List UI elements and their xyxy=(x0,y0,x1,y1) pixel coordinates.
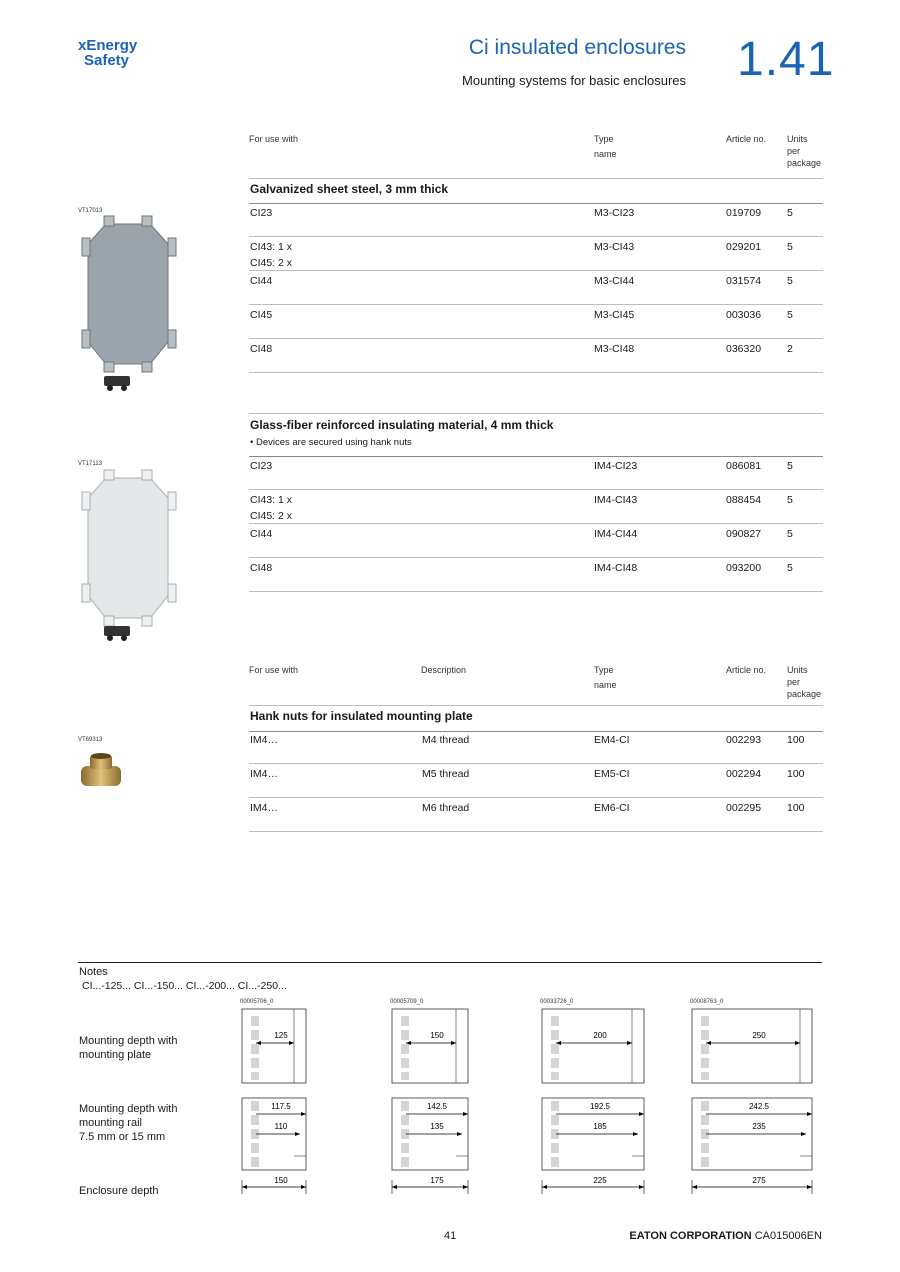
section-title-hank-nuts: Hank nuts for insulated mounting plate xyxy=(250,709,473,723)
arrow-head xyxy=(463,1112,468,1116)
cell-use: CI43: 1 x xyxy=(250,494,293,506)
dimension-plate: 150 xyxy=(430,1031,444,1040)
label-enclosure-depth: Enclosure depth xyxy=(79,1185,159,1197)
section-title-glassfiber: Glass-fiber reinforced insulating material, 4 mm thick xyxy=(250,418,554,432)
depth-diagram xyxy=(538,1006,654,1198)
cell-article: 088454 xyxy=(726,494,762,506)
cell-units: 100 xyxy=(787,768,805,780)
cell-units: 5 xyxy=(787,494,793,506)
label-plate-l1: Mounting depth with xyxy=(79,1035,178,1047)
cell-use2: CI45: 2 x xyxy=(250,257,293,269)
dimension-enclosure: 275 xyxy=(752,1176,766,1185)
col-header-article: Article no. xyxy=(726,665,767,675)
cell-units: 5 xyxy=(787,562,793,574)
diagram-code: 00033726_0 xyxy=(540,999,574,1005)
row-divider xyxy=(249,557,823,558)
label-rail-l1: Mounting depth with xyxy=(79,1103,178,1115)
arrow-head xyxy=(406,1041,411,1045)
insulating-plate-image xyxy=(78,468,188,648)
row-divider xyxy=(249,489,823,490)
cell-article: 003036 xyxy=(726,309,762,321)
arrow-head xyxy=(639,1185,644,1189)
cell-units: 2 xyxy=(787,343,793,355)
arrow-head xyxy=(457,1132,462,1136)
brand-line2: Safety xyxy=(84,52,130,69)
page-title: Ci insulated enclosures xyxy=(468,36,686,59)
arrow-head xyxy=(301,1112,306,1116)
cell-article: 002294 xyxy=(726,768,762,780)
col-header-units-l2: per xyxy=(787,677,801,687)
cell-units: 100 xyxy=(787,802,805,814)
dimension-plate: 200 xyxy=(593,1031,607,1040)
dimension-rail-a: 242.5 xyxy=(748,1102,770,1111)
cell-article: 029201 xyxy=(726,241,762,253)
dimension-rail-b: 185 xyxy=(593,1122,607,1131)
cell-use: CI23 xyxy=(250,460,273,472)
hank-nut-image xyxy=(78,750,126,792)
col-header-type xyxy=(594,664,617,691)
diagram-code: 00005706_0 xyxy=(240,999,274,1005)
cell-article: 090827 xyxy=(726,528,762,540)
divider xyxy=(249,178,823,179)
arrow-head xyxy=(556,1041,561,1045)
dimension-enclosure: 150 xyxy=(274,1176,288,1185)
cell-units: 5 xyxy=(787,275,793,287)
arrow-head xyxy=(295,1132,300,1136)
cell-use: IM4… xyxy=(250,802,279,814)
cell-article: 031574 xyxy=(726,275,762,287)
dimension-plate: 125 xyxy=(274,1031,288,1040)
diagram-code: 00008763_0 xyxy=(690,999,724,1005)
arrow-head xyxy=(242,1185,247,1189)
cell-article: 093200 xyxy=(726,562,762,574)
dimension-enclosure: 175 xyxy=(430,1176,444,1185)
row-divider xyxy=(249,523,823,524)
cell-article: 002293 xyxy=(726,734,762,746)
cell-type: IM4-CI43 xyxy=(594,494,638,506)
chapter-number: 1.41 xyxy=(737,33,835,86)
row-divider xyxy=(249,236,823,237)
col-header-units-l1: Units xyxy=(787,134,808,144)
label-rail-l2: mounting rail xyxy=(79,1117,142,1129)
brand-logo xyxy=(78,38,137,68)
depth-diagram xyxy=(688,1006,822,1198)
footer-doc: CA015006EN xyxy=(754,1230,822,1242)
col-header-desc: Description xyxy=(421,665,467,675)
row-divider xyxy=(249,831,823,832)
arrow-head xyxy=(289,1041,294,1045)
image-code: VT17113 xyxy=(78,461,102,467)
cell-units: 5 xyxy=(787,460,793,472)
brand-line1: xEnergy xyxy=(78,37,138,54)
cell-units: 5 xyxy=(787,207,793,219)
page-number: 41 xyxy=(444,1230,457,1242)
cell-use: CI44 xyxy=(250,275,273,287)
col-header-units-l2: per xyxy=(787,146,801,156)
cell-type: EM5-CI xyxy=(594,768,630,780)
arrow-head xyxy=(451,1041,456,1045)
cell-use: CI44 xyxy=(250,528,273,540)
col-header-type-l1: Type xyxy=(594,134,614,144)
col-header-type-l2: name xyxy=(594,680,617,690)
image-code: VT69313 xyxy=(78,737,103,743)
dimension-plate: 250 xyxy=(752,1031,766,1040)
cell-article: 086081 xyxy=(726,460,762,472)
arrow-head xyxy=(301,1185,306,1189)
arrow-head xyxy=(256,1041,261,1045)
cell-type: M3-CI44 xyxy=(594,275,635,287)
row-divider xyxy=(249,338,823,339)
divider xyxy=(249,731,823,732)
enclosure-outline xyxy=(692,1009,812,1083)
col-header-units xyxy=(787,133,821,169)
col-header-article: Article no. xyxy=(726,134,767,144)
cell-use: CI45 xyxy=(250,309,273,321)
cell-use: IM4… xyxy=(250,734,279,746)
label-rail-l3: 7.5 mm or 15 mm xyxy=(79,1131,166,1143)
arrow-head xyxy=(639,1112,644,1116)
cell-desc: M6 thread xyxy=(422,802,470,814)
notes-series: CI...-125... CI...-150... CI...-200... CI...-250... xyxy=(82,980,287,992)
page-subtitle: Mounting systems for basic enclosures xyxy=(462,73,686,88)
divider xyxy=(249,705,823,706)
label-plate-depth xyxy=(79,1034,177,1062)
col-header-use: For use with xyxy=(249,665,299,675)
cell-article: 002295 xyxy=(726,802,762,814)
depth-diagram xyxy=(238,1006,316,1198)
section-note: • Devices are secured using hank nuts xyxy=(250,437,412,448)
cell-use: CI43: 1 x xyxy=(250,241,293,253)
cell-type: M3-CI48 xyxy=(594,343,635,355)
cell-type: M3-CI23 xyxy=(594,207,635,219)
cell-units: 5 xyxy=(787,241,793,253)
cell-units: 5 xyxy=(787,528,793,540)
divider xyxy=(249,203,823,204)
diagram-code: 00005709_0 xyxy=(390,999,424,1005)
arrow-head xyxy=(392,1185,397,1189)
cell-units: 100 xyxy=(787,734,805,746)
cell-article: 036320 xyxy=(726,343,762,355)
arrow-head xyxy=(795,1041,800,1045)
dimension-rail-b: 135 xyxy=(430,1122,444,1131)
row-divider xyxy=(249,591,823,592)
enclosure-outline xyxy=(242,1009,306,1083)
label-rail-depth xyxy=(79,1102,177,1144)
enclosure-outline xyxy=(392,1009,468,1083)
footer-company: EATON CORPORATION xyxy=(629,1230,752,1242)
col-header-type xyxy=(594,133,617,160)
arrow-head xyxy=(801,1132,806,1136)
label-plate-l2: mounting plate xyxy=(79,1049,152,1061)
arrow-head xyxy=(807,1112,812,1116)
arrow-head xyxy=(463,1185,468,1189)
arrow-head xyxy=(706,1041,711,1045)
cell-type: IM4-CI23 xyxy=(594,460,638,472)
notes-divider xyxy=(78,962,822,963)
cell-use: CI48 xyxy=(250,562,273,574)
divider xyxy=(249,456,823,457)
dimension-rail-a: 117.5 xyxy=(271,1102,291,1111)
cell-desc: M5 thread xyxy=(422,768,470,780)
cell-desc: M4 thread xyxy=(422,734,470,746)
cell-use: CI23 xyxy=(250,207,273,219)
cell-type: M3-CI43 xyxy=(594,241,635,253)
arrow-head xyxy=(542,1185,547,1189)
image-code: VT17013 xyxy=(78,208,103,214)
cell-article: 019709 xyxy=(726,207,762,219)
col-header-units xyxy=(787,664,821,700)
dimension-rail-a: 192.5 xyxy=(589,1102,611,1111)
cell-type: EM6-CI xyxy=(594,802,630,814)
divider xyxy=(249,413,823,414)
depth-diagram xyxy=(388,1006,478,1198)
notes-title: Notes xyxy=(79,966,108,978)
footer-company-doc xyxy=(629,1230,822,1242)
col-header-type-l2: name xyxy=(594,149,617,159)
cell-use: IM4… xyxy=(250,768,279,780)
cell-type: M3-CI45 xyxy=(594,309,635,321)
row-divider xyxy=(249,797,823,798)
cell-type: IM4-CI48 xyxy=(594,562,638,574)
cell-use2: CI45: 2 x xyxy=(250,510,293,522)
dimension-rail-a: 142.5 xyxy=(426,1102,448,1111)
row-divider xyxy=(249,372,823,373)
col-header-units-l3: package xyxy=(787,158,822,168)
cell-type: IM4-CI44 xyxy=(594,528,638,540)
steel-plate-image xyxy=(78,214,188,394)
dimension-rail-b: 110 xyxy=(274,1122,288,1131)
dimension-enclosure: 225 xyxy=(593,1176,607,1185)
cell-type: EM4-CI xyxy=(594,734,630,746)
dimension-rail-b: 235 xyxy=(752,1122,766,1131)
col-header-use: For use with xyxy=(249,134,299,144)
row-divider xyxy=(249,304,823,305)
col-header-units-l3: package xyxy=(787,689,822,699)
section-title-steel: Galvanized sheet steel, 3 mm thick xyxy=(250,182,449,196)
row-divider xyxy=(249,763,823,764)
row-divider xyxy=(249,270,823,271)
arrow-head xyxy=(807,1185,812,1189)
cell-units: 5 xyxy=(787,309,793,321)
arrow-head xyxy=(627,1041,632,1045)
col-header-units-l1: Units xyxy=(787,665,808,675)
arrow-head xyxy=(633,1132,638,1136)
col-header-type-l1: Type xyxy=(594,665,614,675)
cell-use: CI48 xyxy=(250,343,273,355)
arrow-head xyxy=(692,1185,697,1189)
enclosure-outline xyxy=(542,1009,644,1083)
